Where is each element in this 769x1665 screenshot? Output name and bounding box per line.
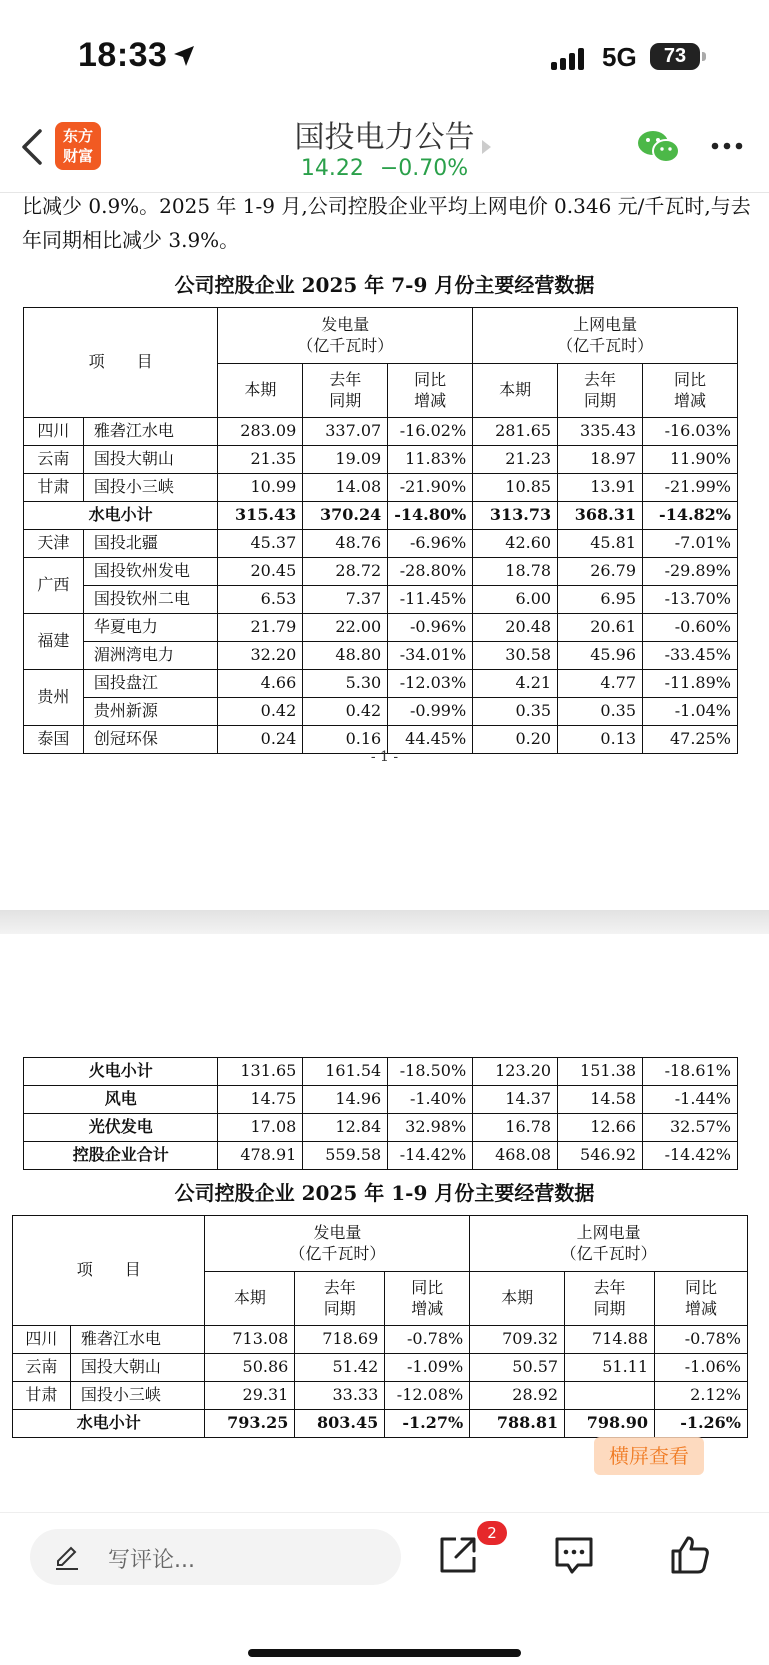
table-row: 甘肃 国投小三峡 10.99 14.08 -21.90% 10.85 13.91 -21.99% [24,474,738,502]
header-current: 本期 [470,1272,565,1326]
operations-table-q3 [23,307,738,754]
wechat-share-icon[interactable] [637,128,681,166]
table-row: 甘肃 国投小三峡 29.31 33.33 -12.08% 28.92 2.12% [13,1382,748,1410]
stock-price: 14.22 [300,156,364,181]
page-gap [0,910,769,934]
share-icon[interactable] [436,1533,480,1577]
network-type: 5G [602,42,637,72]
table-row: 贵州 国投盘江 4.66 5.30 -12.03% 4.21 4.77 -11.89% [24,670,738,698]
header-yoy: 同比 增减 [643,364,738,418]
table-row: 四川 雅砻江水电 713.08 718.69 -0.78% 709.32 714.88 -0.78% [13,1326,748,1354]
header-yoy: 同比 增减 [385,1272,470,1326]
header-current: 本期 [218,364,303,418]
battery-icon: 73 [650,43,700,70]
table-row: 福建 华夏电力 21.79 22.00 -0.96% 20.48 20.61 -0.60% [24,614,738,642]
expand-arrow-icon[interactable] [482,140,491,154]
header-yoy: 同比 增减 [388,364,473,418]
table-row: 贵州新源 0.42 0.42 -0.99% 0.35 0.35 -1.04% [24,698,738,726]
landscape-view-button[interactable]: 横屏查看 [594,1437,704,1475]
subtotal-row: 风电 14.75 14.96 -1.40% 14.37 14.58 -1.44% [24,1086,738,1114]
header-yoy: 同比 增减 [655,1272,748,1326]
more-icon[interactable] [710,134,744,158]
operations-table-q3-continued [23,1057,738,1170]
header-current: 本期 [473,364,558,418]
comment-input[interactable] [30,1529,401,1585]
table-row: 四川 雅砻江水电 283.09 337.07 -16.02% 281.65 335.43 -16.03% [24,418,738,446]
location-arrow-icon [172,44,196,68]
comment-icon[interactable] [552,1533,596,1577]
table-row: 国投钦州二电 6.53 7.37 -11.45% 6.00 6.95 -13.70% [24,586,738,614]
header-item: 项 目 [13,1216,205,1326]
subtotal-row: 水电小计 315.43 370.24 -14.80% 313.73 368.31 -14.82% [24,502,738,530]
header-prev: 去年 同期 [303,364,388,418]
signal-icon [551,48,585,70]
header-grid: 上网电量 （亿千瓦时） [473,308,738,364]
paragraph-line: 比减少 0.9%。2025 年 1-9 月,公司控股企业平均上网电价 0.346 元/千瓦时,与去 [22,194,751,218]
stock-change: −0.70% [379,156,469,181]
status-time: 18:33 [78,36,168,74]
comment-placeholder: 写评论... [108,1548,195,1573]
table-row: 云南 国投大朝山 21.35 19.09 11.83% 21.23 18.97 11.90% [24,446,738,474]
header-prev: 去年 同期 [295,1272,385,1326]
operations-table-1-9 [12,1215,748,1438]
like-icon[interactable] [668,1533,712,1577]
header-item: 项 目 [24,308,218,418]
header-prev: 去年 同期 [558,364,643,418]
logo-line-1: 东方 [62,127,93,145]
nav-bar [0,100,769,193]
header-generation: 发电量 （亿千瓦时） [205,1216,470,1272]
page-number: - 1 - [370,749,399,765]
share-count-badge: 2 [477,1521,507,1545]
table-row: 天津 国投北疆 45.37 48.76 -6.96% 42.60 45.81 -7.01% [24,530,738,558]
table-title: 公司控股企业 2025 年 7-9 月份主要经营数据 [174,273,595,297]
home-indicator [248,1649,521,1657]
logo-line-2: 财富 [62,147,93,165]
table-row: 泰国 创冠环保 0.24 0.16 44.45% 0.20 0.13 47.25% [24,726,738,754]
status-bar [0,0,769,100]
page-title: 国投电力公告 [294,120,475,155]
subtotal-row: 水电小计 793.25 803.45 -1.27% 788.81 798.90 -1.26% [13,1410,748,1438]
total-row: 控股企业合计 478.91 559.58 -14.42% 468.08 546.92 -14.42% [24,1142,738,1170]
header-current: 本期 [205,1272,295,1326]
table-title: 公司控股企业 2025 年 1-9 月份主要经营数据 [174,1181,595,1205]
battery-tip [702,52,706,61]
table-row: 云南 国投大朝山 50.86 51.42 -1.09% 50.57 51.11 -1.06% [13,1354,748,1382]
bottom-action-bar [0,1512,769,1665]
subtotal-row: 火电小计 131.65 161.54 -18.50% 123.20 151.38 -18.61% [24,1058,738,1086]
header-prev: 去年 同期 [565,1272,655,1326]
pencil-icon [54,1545,80,1571]
table-row: 湄洲湾电力 32.20 48.80 -34.01% 30.58 45.96 -33.45% [24,642,738,670]
header-grid: 上网电量 （亿千瓦时） [470,1216,748,1272]
table-row: 广西 国投钦州发电 20.45 28.72 -28.80% 18.78 26.79 -29.89% [24,558,738,586]
subtotal-row: 光伏发电 17.08 12.84 32.98% 16.78 12.66 32.57% [24,1114,738,1142]
paragraph-line: 年同期相比减少 3.9%。 [22,228,240,252]
header-generation: 发电量 （亿千瓦时） [218,308,473,364]
